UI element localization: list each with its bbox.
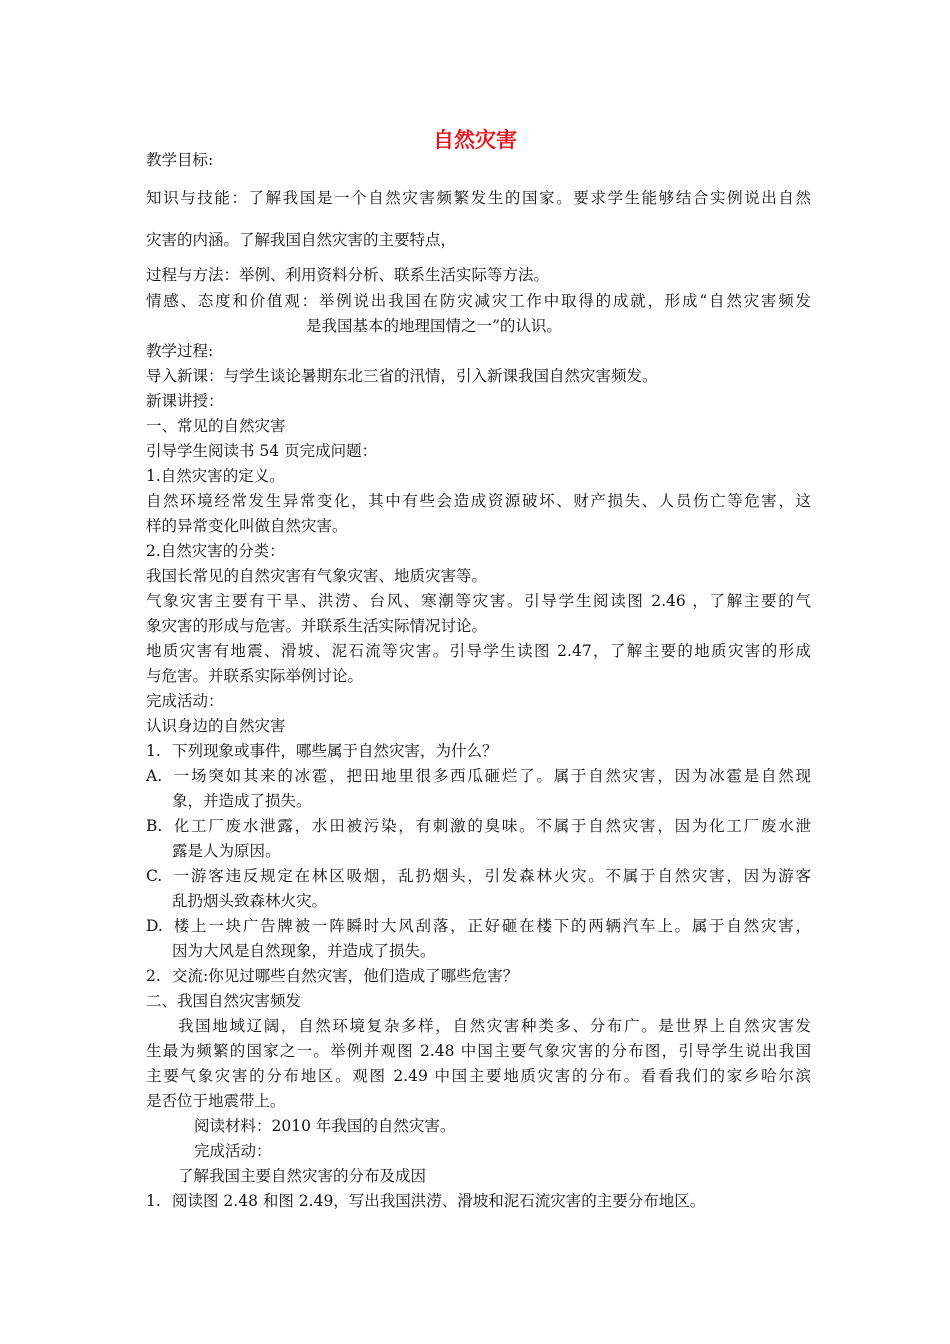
text-line: 教学过程: [146, 342, 214, 360]
list-item [146, 866, 811, 886]
text-line: 地质灾害有地震、滑坡、泥石流等灾害。引导学生读图 2.47，了解主要的地质灾害的形成 [146, 642, 811, 660]
section-heading: 二、我国自然灾害频发 [146, 992, 302, 1010]
text-line: 阅读材料：2010 年我国的自然灾害。 [194, 1117, 456, 1135]
text-line: 情感、态度和价值观：举例说出我国在防灾减灾工作中取得的成就，形成“自然灾害频发 [146, 292, 811, 310]
text-line: 我国地域辽阔，自然环境复杂多样，自然灾害种类多、分布广。是世界上自然灾害发 [178, 1017, 811, 1035]
text-line: 我国长常见的自然灾害有气象灾害、地质灾害等。 [146, 567, 488, 585]
list-text: 一游客违反规定在林区吸烟，乱扔烟头，引发森林火灾。不属于自然灾害，因为游客 [172, 867, 811, 885]
text-line: 是我国基本的地理国情之一”的认识。 [306, 317, 562, 335]
list-marker: 2. [146, 967, 161, 985]
text-line: 了解我国主要自然灾害的分布及成因 [178, 1167, 427, 1185]
text-line: 样的异常变化叫做自然灾害。 [146, 517, 348, 535]
text-line: 象，并造成了损失。 [172, 792, 312, 810]
text-line: 认识身边的自然灾害 [146, 717, 286, 735]
text-line: 导入新课：与学生谈论暑期东北三省的汛情，引入新课我国自然灾害频发。 [146, 367, 658, 385]
list-text: 楼上一块广告牌被一阵瞬时大风刮落，正好砸在楼下的两辆汽车上。属于自然灾害， [172, 917, 811, 935]
list-marker: 1. [146, 742, 161, 760]
list-text: 一场突如其来的冰雹，把田地里很多西瓜砸烂了。属于自然灾害，因为冰雹是自然现 [172, 767, 811, 785]
text-line: 一、常见的自然灾害 [146, 417, 286, 435]
list-marker: A. [146, 767, 163, 785]
list-marker: C. [146, 867, 163, 885]
text-line: 2.自然灾害的分类： [146, 542, 285, 560]
text-line: 1.自然灾害的定义。 [146, 467, 285, 485]
list-item [146, 916, 811, 936]
text-line: 生最为频繁的国家之一。举例并观图 2.48 中国主要气象灾害的分布图，引导学生说出我国 [146, 1042, 811, 1060]
text-line: 教学目标: [146, 151, 214, 169]
list-item [146, 816, 811, 836]
text-line: 灾害的内涵。了解我国自然灾害的主要特点， [146, 231, 457, 249]
text-line: 乱扔烟头致森林火灾。 [172, 892, 328, 910]
text-line: 过程与方法：举例、利用资料分析、联系生活实际等方法。 [146, 266, 550, 284]
text-line: 与危害。并联系实际举例讨论。 [146, 667, 364, 685]
list-item [146, 766, 811, 786]
list-text: 阅读图 2.48 和图 2.49，写出我国洪涝、滑坡和泥石流灾害的主要分布地区。 [172, 1192, 706, 1210]
text-line: 完成活动： [146, 692, 224, 710]
text-line: 因为大风是自然现象，并造成了损失。 [172, 942, 436, 960]
text-line: 象灾害的形成与危害。并联系生活实际情况讨论。 [146, 617, 488, 635]
list-item [146, 741, 811, 761]
list-text: 化工厂废水泄露，水田被污染，有刺激的臭味。不属于自然灾害，因为化工厂废水泄 [172, 817, 811, 835]
list-marker: B. [146, 817, 163, 835]
text-line: 露是人为原因。 [172, 842, 281, 860]
list-text: 交流:你见过哪些自然灾害，他们造成了哪些危害？ [172, 967, 519, 985]
text-line: 完成活动： [194, 1142, 272, 1160]
text-line: 引导学生阅读书 54 页完成问题： [146, 442, 378, 460]
text-line: 自然环境经常发生异常变化，其中有些会造成资源破坏、财产损失、人员伤亡等危害，这 [146, 492, 811, 510]
list-marker: 1. [146, 1192, 161, 1210]
list-item [146, 966, 811, 986]
text-line: 新课讲授： [146, 392, 224, 410]
text-line: 是否位于地震带上。 [146, 1092, 286, 1110]
list-item [146, 1191, 811, 1211]
document-title: 自然灾害 [433, 128, 517, 152]
list-marker: D. [146, 917, 163, 935]
list-text: 下列现象或事件，哪些属于自然灾害，为什么？ [172, 742, 498, 760]
text-line: 主要气象灾害的分布地区。观图 2.49 中国主要地质灾害的分布。看看我们的家乡哈尔滨 [146, 1067, 811, 1085]
text-line: 气象灾害主要有干旱、洪涝、台风、寒潮等灾害。引导学生阅读图 2.46 ，了解主要的气 [146, 592, 811, 610]
text-line: 知识与技能：了解我国是一个自然灾害频繁发生的国家。要求学生能够结合实例说出自然 [146, 189, 811, 207]
